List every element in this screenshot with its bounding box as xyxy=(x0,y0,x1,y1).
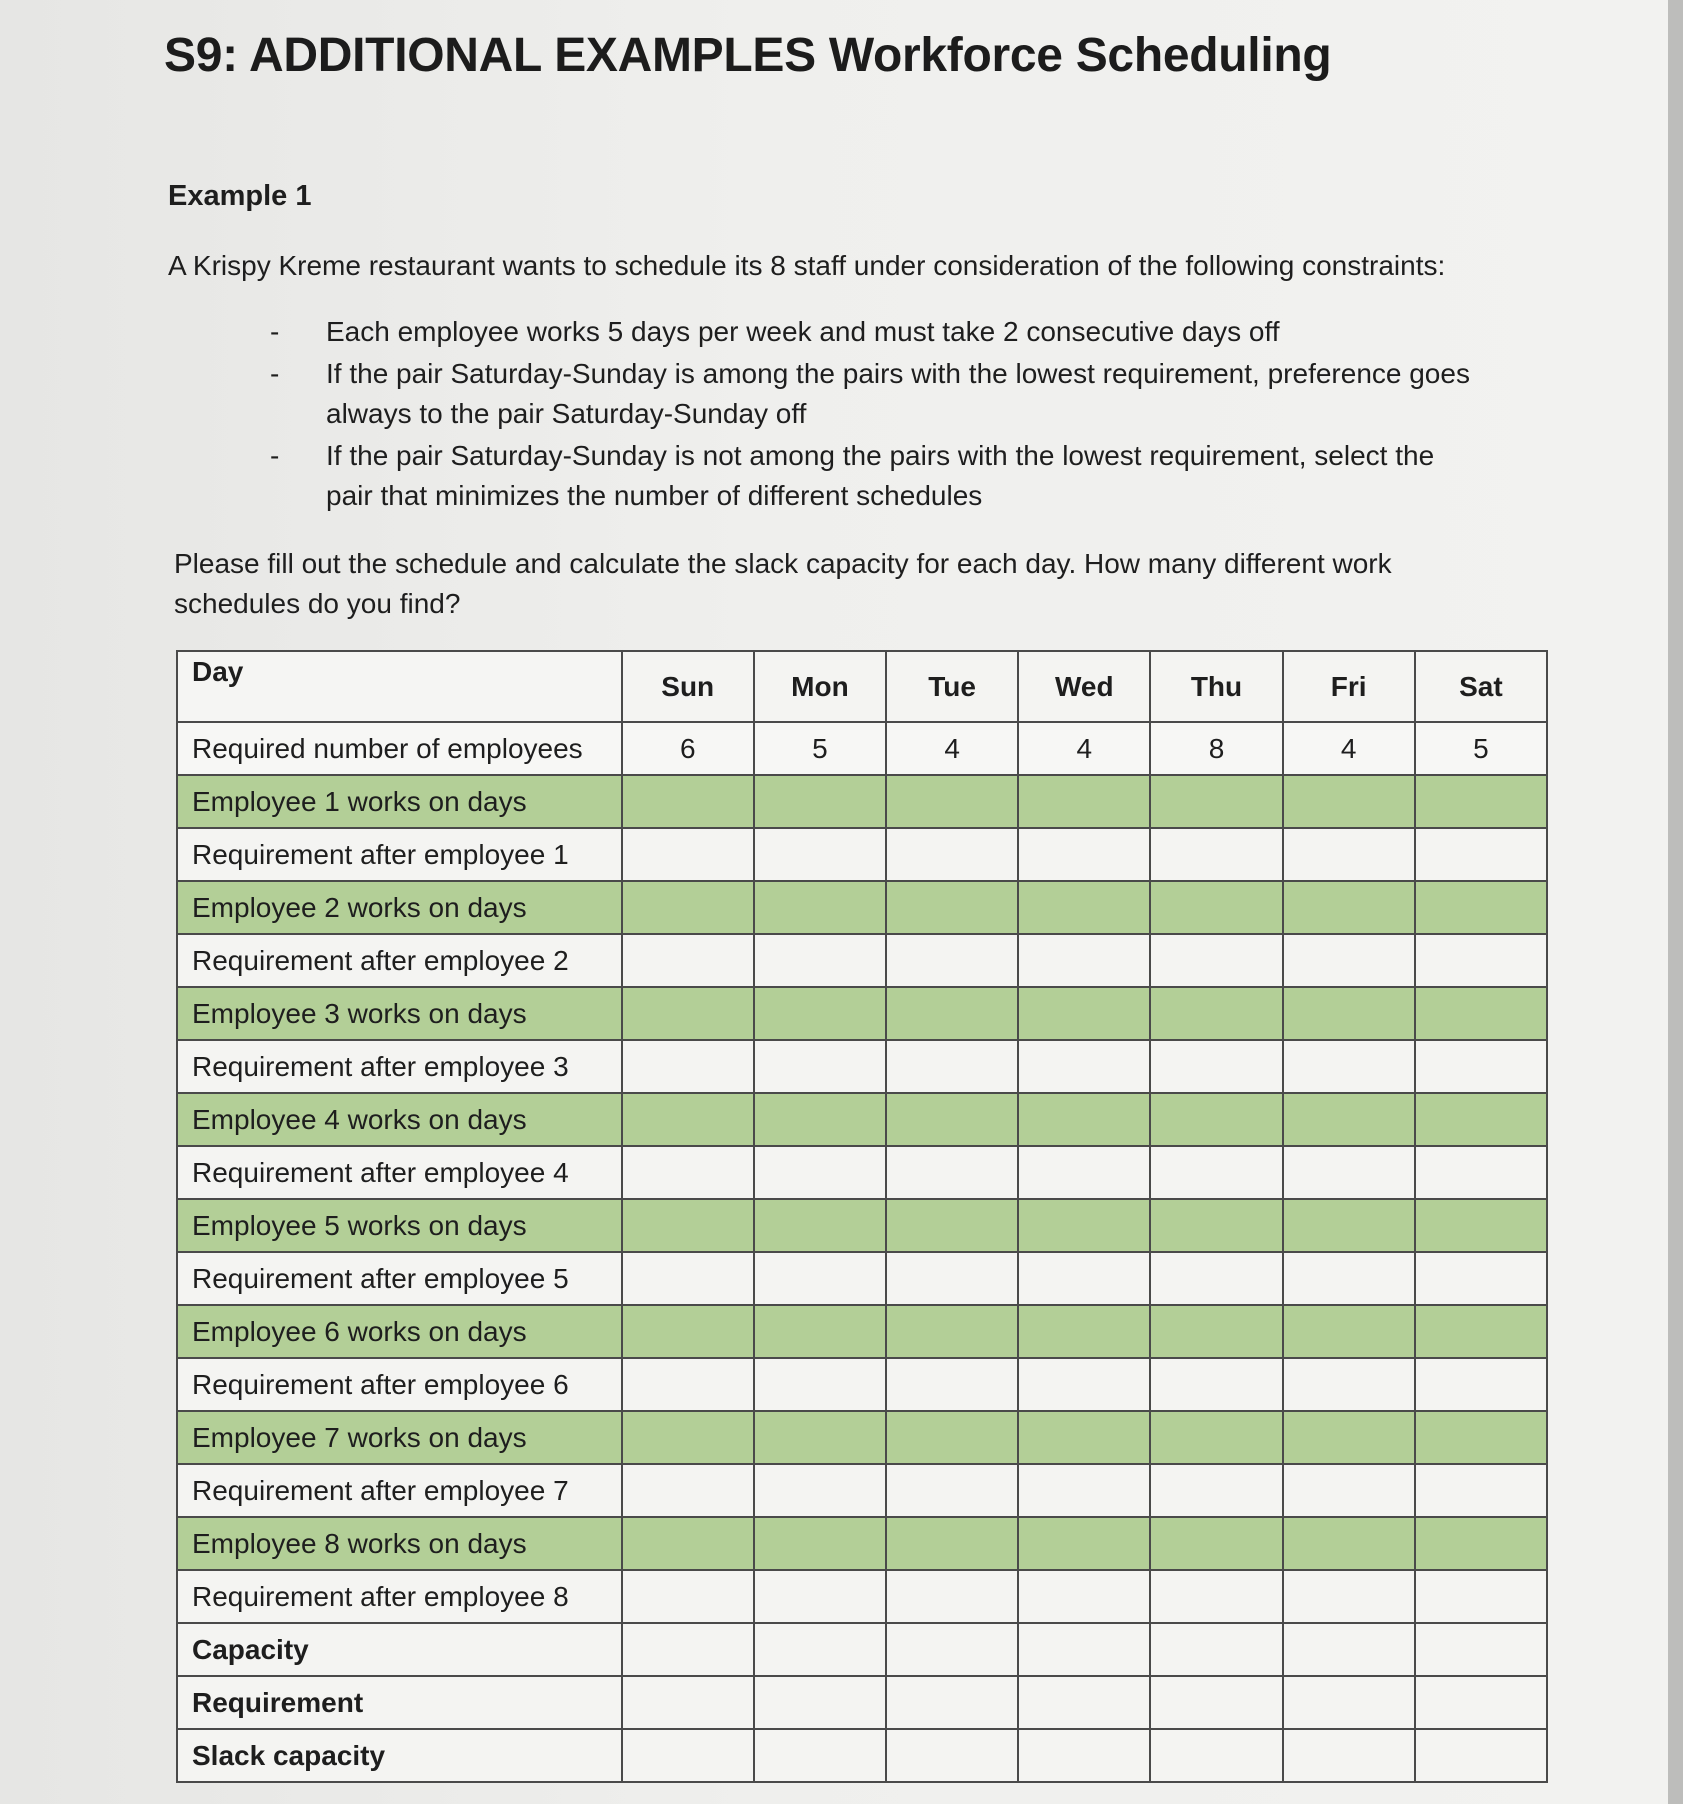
required-value: 6 xyxy=(622,722,754,775)
employee-6-works-row-label: Employee 6 works on days xyxy=(177,1305,622,1358)
requirement-after-employee-3-row-label: Requirement after employee 3 xyxy=(177,1040,622,1093)
remaining-requirement-cell[interactable] xyxy=(1150,1358,1282,1411)
day-column-sat: Sat xyxy=(1415,651,1547,722)
summary-cell[interactable] xyxy=(1150,1729,1282,1782)
remaining-requirement-cell[interactable] xyxy=(1150,1146,1282,1199)
remaining-requirement-cell[interactable] xyxy=(1018,1040,1150,1093)
intro-text: A Krispy Kreme restaurant wants to schedule its 8 staff under consideration of the following constraints: xyxy=(168,250,1446,281)
schedule-cell[interactable] xyxy=(886,881,1018,934)
schedule-cell[interactable] xyxy=(1283,1093,1415,1146)
schedule-cell[interactable] xyxy=(1283,881,1415,934)
remaining-requirement-cell[interactable] xyxy=(1150,1464,1282,1517)
slack-capacity-row-label: Slack capacity xyxy=(177,1729,622,1782)
schedule-cell[interactable] xyxy=(1415,1305,1547,1358)
day-column-tue: Tue xyxy=(886,651,1018,722)
remaining-requirement-cell[interactable] xyxy=(1283,1252,1415,1305)
requirement-after-employee-2-row-label: Requirement after employee 2 xyxy=(177,934,622,987)
schedule-cell[interactable] xyxy=(1283,1305,1415,1358)
remaining-requirement-cell[interactable] xyxy=(1415,1358,1547,1411)
remaining-requirement-cell[interactable] xyxy=(1018,828,1150,881)
summary-cell[interactable] xyxy=(1150,1623,1282,1676)
remaining-requirement-cell[interactable] xyxy=(886,1358,1018,1411)
remaining-requirement-cell[interactable] xyxy=(1018,1252,1150,1305)
requirement-after-employee-2-row xyxy=(177,934,1547,987)
required-row xyxy=(177,722,1547,775)
summary-cell[interactable] xyxy=(886,1729,1018,1782)
constraints-list xyxy=(268,312,1488,518)
schedule-cell[interactable] xyxy=(1150,1093,1282,1146)
schedule-cell[interactable] xyxy=(1018,775,1150,828)
schedule-cell[interactable] xyxy=(1018,987,1150,1040)
schedule-cell[interactable] xyxy=(1283,1517,1415,1570)
remaining-requirement-cell[interactable] xyxy=(622,1252,754,1305)
remaining-requirement-cell[interactable] xyxy=(886,1252,1018,1305)
employee-8-works-row-label: Employee 8 works on days xyxy=(177,1517,622,1570)
remaining-requirement-cell[interactable] xyxy=(754,1040,886,1093)
requirement-after-employee-8-row xyxy=(177,1570,1547,1623)
remaining-requirement-cell[interactable] xyxy=(754,1252,886,1305)
employee-5-works-row-label: Employee 5 works on days xyxy=(177,1199,622,1252)
day-column-wed: Wed xyxy=(1018,651,1150,722)
schedule-cell[interactable] xyxy=(1415,775,1547,828)
employee-2-works-row xyxy=(177,881,1547,934)
summary-cell[interactable] xyxy=(1415,1676,1547,1729)
schedule-cell[interactable] xyxy=(1150,775,1282,828)
schedule-cell[interactable] xyxy=(622,775,754,828)
requirement-row xyxy=(177,1676,1547,1729)
constraint-item: - If the pair Saturday-Sunday is among the pairs with the lowest requirement, preference goes always to the pair Saturday-Sunday off xyxy=(268,354,1488,434)
schedule-cell[interactable] xyxy=(622,987,754,1040)
schedule-cell[interactable] xyxy=(1150,987,1282,1040)
remaining-requirement-cell[interactable] xyxy=(1150,934,1282,987)
day-column-fri: Fri xyxy=(1283,651,1415,722)
remaining-requirement-cell[interactable] xyxy=(1415,1146,1547,1199)
question-text: Please fill out the schedule and calculate the slack capacity for each day. How many different work schedules do you find? xyxy=(174,548,1392,619)
schedule-cell[interactable] xyxy=(1018,1411,1150,1464)
summary-cell[interactable] xyxy=(1150,1676,1282,1729)
constraint-item: - Each employee works 5 days per week and must take 2 consecutive days off xyxy=(268,312,1488,352)
employee-7-works-row-label: Employee 7 works on days xyxy=(177,1411,622,1464)
remaining-requirement-cell[interactable] xyxy=(1283,934,1415,987)
example-title: Example 1 xyxy=(168,180,312,212)
schedule-cell[interactable] xyxy=(1283,1411,1415,1464)
schedule-cell[interactable] xyxy=(1415,881,1547,934)
required-value: 4 xyxy=(1283,722,1415,775)
remaining-requirement-cell[interactable] xyxy=(886,934,1018,987)
remaining-requirement-cell[interactable] xyxy=(754,828,886,881)
remaining-requirement-cell[interactable] xyxy=(886,1040,1018,1093)
schedule-cell[interactable] xyxy=(1018,1199,1150,1252)
remaining-requirement-cell[interactable] xyxy=(754,1570,886,1623)
day-column-mon: Mon xyxy=(754,651,886,722)
remaining-requirement-cell[interactable] xyxy=(1415,1252,1547,1305)
summary-cell[interactable] xyxy=(1415,1623,1547,1676)
requirement-after-employee-7-row xyxy=(177,1464,1547,1517)
schedule-cell[interactable] xyxy=(622,881,754,934)
requirement-after-employee-7-row-label: Requirement after employee 7 xyxy=(177,1464,622,1517)
day-header: Day xyxy=(177,651,622,722)
remaining-requirement-cell[interactable] xyxy=(622,1358,754,1411)
schedule-cell[interactable] xyxy=(886,1517,1018,1570)
schedule-cell[interactable] xyxy=(886,1199,1018,1252)
required-value: 4 xyxy=(886,722,1018,775)
required-value: 5 xyxy=(1415,722,1547,775)
remaining-requirement-cell[interactable] xyxy=(1018,1464,1150,1517)
schedule-cell[interactable] xyxy=(754,1199,886,1252)
schedule-cell[interactable] xyxy=(1150,1411,1282,1464)
remaining-requirement-cell[interactable] xyxy=(1150,1570,1282,1623)
schedule-cell[interactable] xyxy=(1018,1093,1150,1146)
employee-4-works-row-label: Employee 4 works on days xyxy=(177,1093,622,1146)
summary-cell[interactable] xyxy=(1018,1623,1150,1676)
schedule-cell[interactable] xyxy=(754,1517,886,1570)
employee-5-works-row xyxy=(177,1199,1547,1252)
schedule-cell[interactable] xyxy=(622,1411,754,1464)
schedule-cell[interactable] xyxy=(754,987,886,1040)
schedule-cell[interactable] xyxy=(886,1411,1018,1464)
requirement-row-label: Requirement xyxy=(177,1676,622,1729)
schedule-cell[interactable] xyxy=(622,1093,754,1146)
schedule-cell[interactable] xyxy=(1283,775,1415,828)
page-edge xyxy=(1668,0,1683,1804)
remaining-requirement-cell[interactable] xyxy=(1283,1464,1415,1517)
summary-cell[interactable] xyxy=(754,1676,886,1729)
remaining-requirement-cell[interactable] xyxy=(1415,1570,1547,1623)
summary-cell[interactable] xyxy=(754,1623,886,1676)
requirement-after-employee-6-row xyxy=(177,1358,1547,1411)
schedule-cell[interactable] xyxy=(1018,1517,1150,1570)
remaining-requirement-cell[interactable] xyxy=(1283,1146,1415,1199)
remaining-requirement-cell[interactable] xyxy=(1415,1040,1547,1093)
requirement-after-employee-4-row-label: Requirement after employee 4 xyxy=(177,1146,622,1199)
schedule-table xyxy=(176,650,1548,1783)
requirement-after-employee-3-row xyxy=(177,1040,1547,1093)
remaining-requirement-cell[interactable] xyxy=(1018,1358,1150,1411)
remaining-requirement-cell[interactable] xyxy=(1415,934,1547,987)
schedule-cell[interactable] xyxy=(1283,987,1415,1040)
capacity-row-label: Capacity xyxy=(177,1623,622,1676)
summary-cell[interactable] xyxy=(1283,1676,1415,1729)
remaining-requirement-cell[interactable] xyxy=(886,828,1018,881)
remaining-requirement-cell[interactable] xyxy=(886,1570,1018,1623)
remaining-requirement-cell[interactable] xyxy=(1415,828,1547,881)
schedule-cell[interactable] xyxy=(886,1305,1018,1358)
schedule-cell[interactable] xyxy=(1150,1305,1282,1358)
page-title: S9: ADDITIONAL EXAMPLES Workforce Scheduling xyxy=(164,29,1332,82)
summary-cell[interactable] xyxy=(622,1729,754,1782)
summary-cell[interactable] xyxy=(1415,1729,1547,1782)
requirement-after-employee-5-row-label: Requirement after employee 5 xyxy=(177,1252,622,1305)
employee-1-works-row-label: Employee 1 works on days xyxy=(177,775,622,828)
summary-cell[interactable] xyxy=(1283,1729,1415,1782)
remaining-requirement-cell[interactable] xyxy=(1150,1252,1282,1305)
schedule-cell[interactable] xyxy=(1415,1411,1547,1464)
remaining-requirement-cell[interactable] xyxy=(1283,1358,1415,1411)
requirement-after-employee-5-row xyxy=(177,1252,1547,1305)
remaining-requirement-cell[interactable] xyxy=(886,1146,1018,1199)
summary-cell[interactable] xyxy=(622,1676,754,1729)
day-column-sun: Sun xyxy=(622,651,754,722)
required-label: Required number of employees xyxy=(177,722,622,775)
schedule-cell[interactable] xyxy=(1150,1199,1282,1252)
header-row xyxy=(177,651,1547,722)
schedule-cell[interactable] xyxy=(1415,1093,1547,1146)
employee-4-works-row xyxy=(177,1093,1547,1146)
schedule-cell[interactable] xyxy=(1415,987,1547,1040)
schedule-cell[interactable] xyxy=(1018,881,1150,934)
employee-2-works-row-label: Employee 2 works on days xyxy=(177,881,622,934)
schedule-cell[interactable] xyxy=(1415,1517,1547,1570)
employee-8-works-row xyxy=(177,1517,1547,1570)
summary-cell[interactable] xyxy=(886,1623,1018,1676)
remaining-requirement-cell[interactable] xyxy=(754,1464,886,1517)
remaining-requirement-cell[interactable] xyxy=(1018,1146,1150,1199)
required-value: 4 xyxy=(1018,722,1150,775)
remaining-requirement-cell[interactable] xyxy=(1283,1570,1415,1623)
employee-1-works-row xyxy=(177,775,1547,828)
requirement-after-employee-8-row-label: Requirement after employee 8 xyxy=(177,1570,622,1623)
remaining-requirement-cell[interactable] xyxy=(1150,828,1282,881)
requirement-after-employee-6-row-label: Requirement after employee 6 xyxy=(177,1358,622,1411)
remaining-requirement-cell[interactable] xyxy=(1018,934,1150,987)
schedule-cell[interactable] xyxy=(622,1305,754,1358)
remaining-requirement-cell[interactable] xyxy=(1283,1040,1415,1093)
remaining-requirement-cell[interactable] xyxy=(1018,1570,1150,1623)
remaining-requirement-cell[interactable] xyxy=(622,1146,754,1199)
remaining-requirement-cell[interactable] xyxy=(1283,828,1415,881)
schedule-cell[interactable] xyxy=(622,1517,754,1570)
remaining-requirement-cell[interactable] xyxy=(1415,1464,1547,1517)
summary-cell[interactable] xyxy=(1283,1623,1415,1676)
schedule-cell[interactable] xyxy=(886,775,1018,828)
remaining-requirement-cell[interactable] xyxy=(622,1464,754,1517)
constraint-item: - If the pair Saturday-Sunday is not among the pairs with the lowest requirement, select the pair that minimizes the number of different schedules xyxy=(268,436,1488,516)
schedule-cell[interactable] xyxy=(886,1093,1018,1146)
remaining-requirement-cell[interactable] xyxy=(622,1040,754,1093)
day-column-thu: Thu xyxy=(1150,651,1282,722)
summary-cell[interactable] xyxy=(1018,1676,1150,1729)
schedule-cell[interactable] xyxy=(1150,881,1282,934)
remaining-requirement-cell[interactable] xyxy=(754,1146,886,1199)
remaining-requirement-cell[interactable] xyxy=(886,1464,1018,1517)
slack-capacity-row xyxy=(177,1729,1547,1782)
employee-3-works-row xyxy=(177,987,1547,1040)
employee-7-works-row xyxy=(177,1411,1547,1464)
schedule-cell[interactable] xyxy=(754,881,886,934)
remaining-requirement-cell[interactable] xyxy=(622,1570,754,1623)
capacity-row xyxy=(177,1623,1547,1676)
requirement-after-employee-1-row xyxy=(177,828,1547,881)
schedule-cell[interactable] xyxy=(886,987,1018,1040)
schedule-cell[interactable] xyxy=(754,1411,886,1464)
schedule-cell[interactable] xyxy=(1415,1199,1547,1252)
summary-cell[interactable] xyxy=(1018,1729,1150,1782)
schedule-cell[interactable] xyxy=(754,1093,886,1146)
required-value: 5 xyxy=(754,722,886,775)
requirement-after-employee-4-row xyxy=(177,1146,1547,1199)
remaining-requirement-cell[interactable] xyxy=(622,934,754,987)
requirement-after-employee-1-row-label: Requirement after employee 1 xyxy=(177,828,622,881)
summary-cell[interactable] xyxy=(886,1676,1018,1729)
summary-cell[interactable] xyxy=(622,1623,754,1676)
remaining-requirement-cell[interactable] xyxy=(622,828,754,881)
remaining-requirement-cell[interactable] xyxy=(1150,1040,1282,1093)
employee-3-works-row-label: Employee 3 works on days xyxy=(177,987,622,1040)
schedule-cell[interactable] xyxy=(1283,1199,1415,1252)
required-value: 8 xyxy=(1150,722,1282,775)
schedule-cell[interactable] xyxy=(754,1305,886,1358)
schedule-cell[interactable] xyxy=(1150,1517,1282,1570)
schedule-cell[interactable] xyxy=(1018,1305,1150,1358)
schedule-cell[interactable] xyxy=(622,1199,754,1252)
schedule-cell[interactable] xyxy=(754,775,886,828)
remaining-requirement-cell[interactable] xyxy=(754,1358,886,1411)
summary-cell[interactable] xyxy=(754,1729,886,1782)
employee-6-works-row xyxy=(177,1305,1547,1358)
remaining-requirement-cell[interactable] xyxy=(754,934,886,987)
